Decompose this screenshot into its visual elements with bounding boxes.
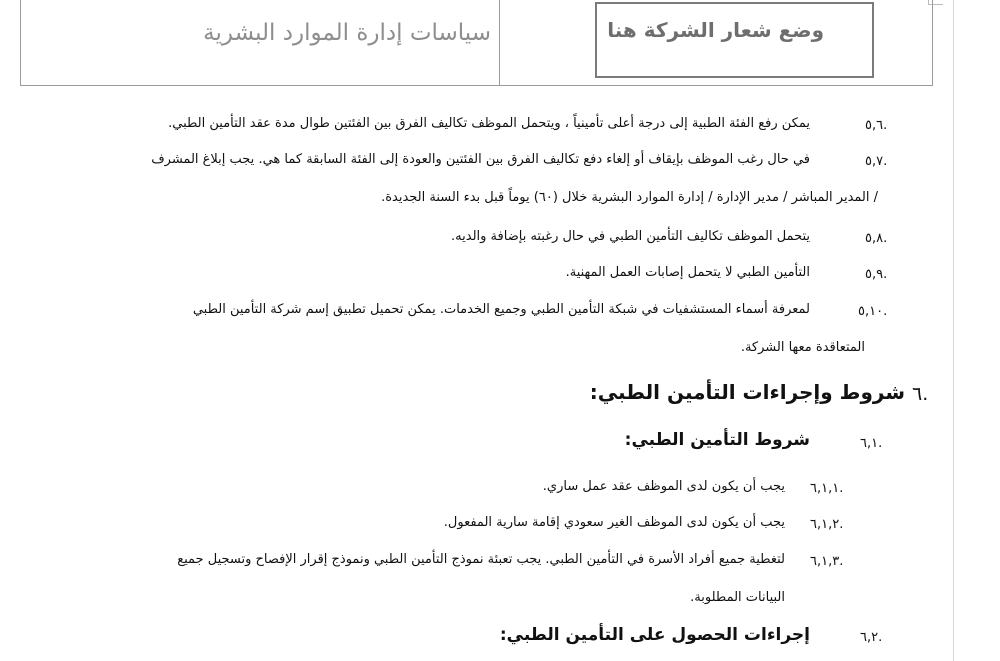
item-number: ٥,٦. (865, 118, 888, 133)
section-number: ٦. (912, 383, 929, 405)
list-item-text: لمعرفة أسماء المستشفيات في شبكة التأمين الطبي وجميع الخدمات. يمكن تحميل تطبيق إسم شركة التأمين الطبي (192, 302, 810, 317)
page-edge (953, 0, 954, 661)
subsection-heading: إجراءات الحصول على التأمين الطبي: (499, 625, 810, 645)
item-number: ٥,٩. (865, 267, 888, 282)
list-item-text: المتعاقدة معها الشركة. (740, 340, 865, 355)
list-item-text: / المدير المباشر / مدير الإدارة / إدارة الموارد البشرية خلال (٦٠) يوماً قبل بدء السنة الجديدة. (381, 190, 878, 205)
subsection-heading: شروط التأمين الطبي: (624, 430, 810, 450)
list-item-text: في حال رغب الموظف بإيقاف أو إلغاء دفع تكاليف الفرق بين الفئتين والعودة إلى الفئة السابقة كما هي. يجب إبلاغ المشرف (151, 152, 810, 167)
header-divider (499, 0, 500, 86)
logo-placeholder-text: وضع شعار الشركة هنا (607, 18, 824, 42)
sub-item-text: لتغطية جميع أفراد الأسرة في التأمين الطبي. يجب تعبئة نموذج التأمين الطبي ونموذج إقرار الإفصاح وتسجيل جميع (177, 552, 785, 567)
section-number: ٦,٢. (860, 630, 883, 645)
sub-item-text: البيانات المطلوبة. (690, 590, 785, 605)
document-header (20, 0, 933, 86)
list-item-text: يمكن رفع الفئة الطبية إلى درجة أعلى تأمينياً ، ويتحمل الموظف تكاليف الفرق بين الفئتين طوال مدة عقد التأمين الطبي. (168, 116, 810, 131)
sub-item-text: يجب أن يكون لدى الموظف عقد عمل ساري. (542, 479, 785, 494)
item-number: ٥,١٠. (858, 304, 888, 319)
item-number: ٥,٧. (865, 154, 888, 169)
list-item-text: يتحمل الموظف تكاليف التأمين الطبي في حال رغبته بإضافة والديه. (451, 229, 810, 244)
sub-item-number: ٦,١,٢. (810, 517, 844, 532)
section-heading: شروط وإجراءات التأمين الطبي: (589, 380, 905, 404)
header-title: سياسات إدارة الموارد البشرية (203, 20, 491, 46)
logo-placeholder-box (595, 2, 874, 78)
item-number: ٥,٨. (865, 231, 888, 246)
list-item-text: التأمين الطبي لا يتحمل إصابات العمل المهنية. (565, 265, 810, 280)
sub-item-text: يجب أن يكون لدى الموظف الغير سعودي إقامة سارية المفعول. (443, 515, 785, 530)
sub-item-number: ٦,١,٣. (810, 554, 844, 569)
section-number: ٦,١. (860, 436, 883, 451)
sub-item-number: ٦,١,١. (810, 481, 844, 496)
